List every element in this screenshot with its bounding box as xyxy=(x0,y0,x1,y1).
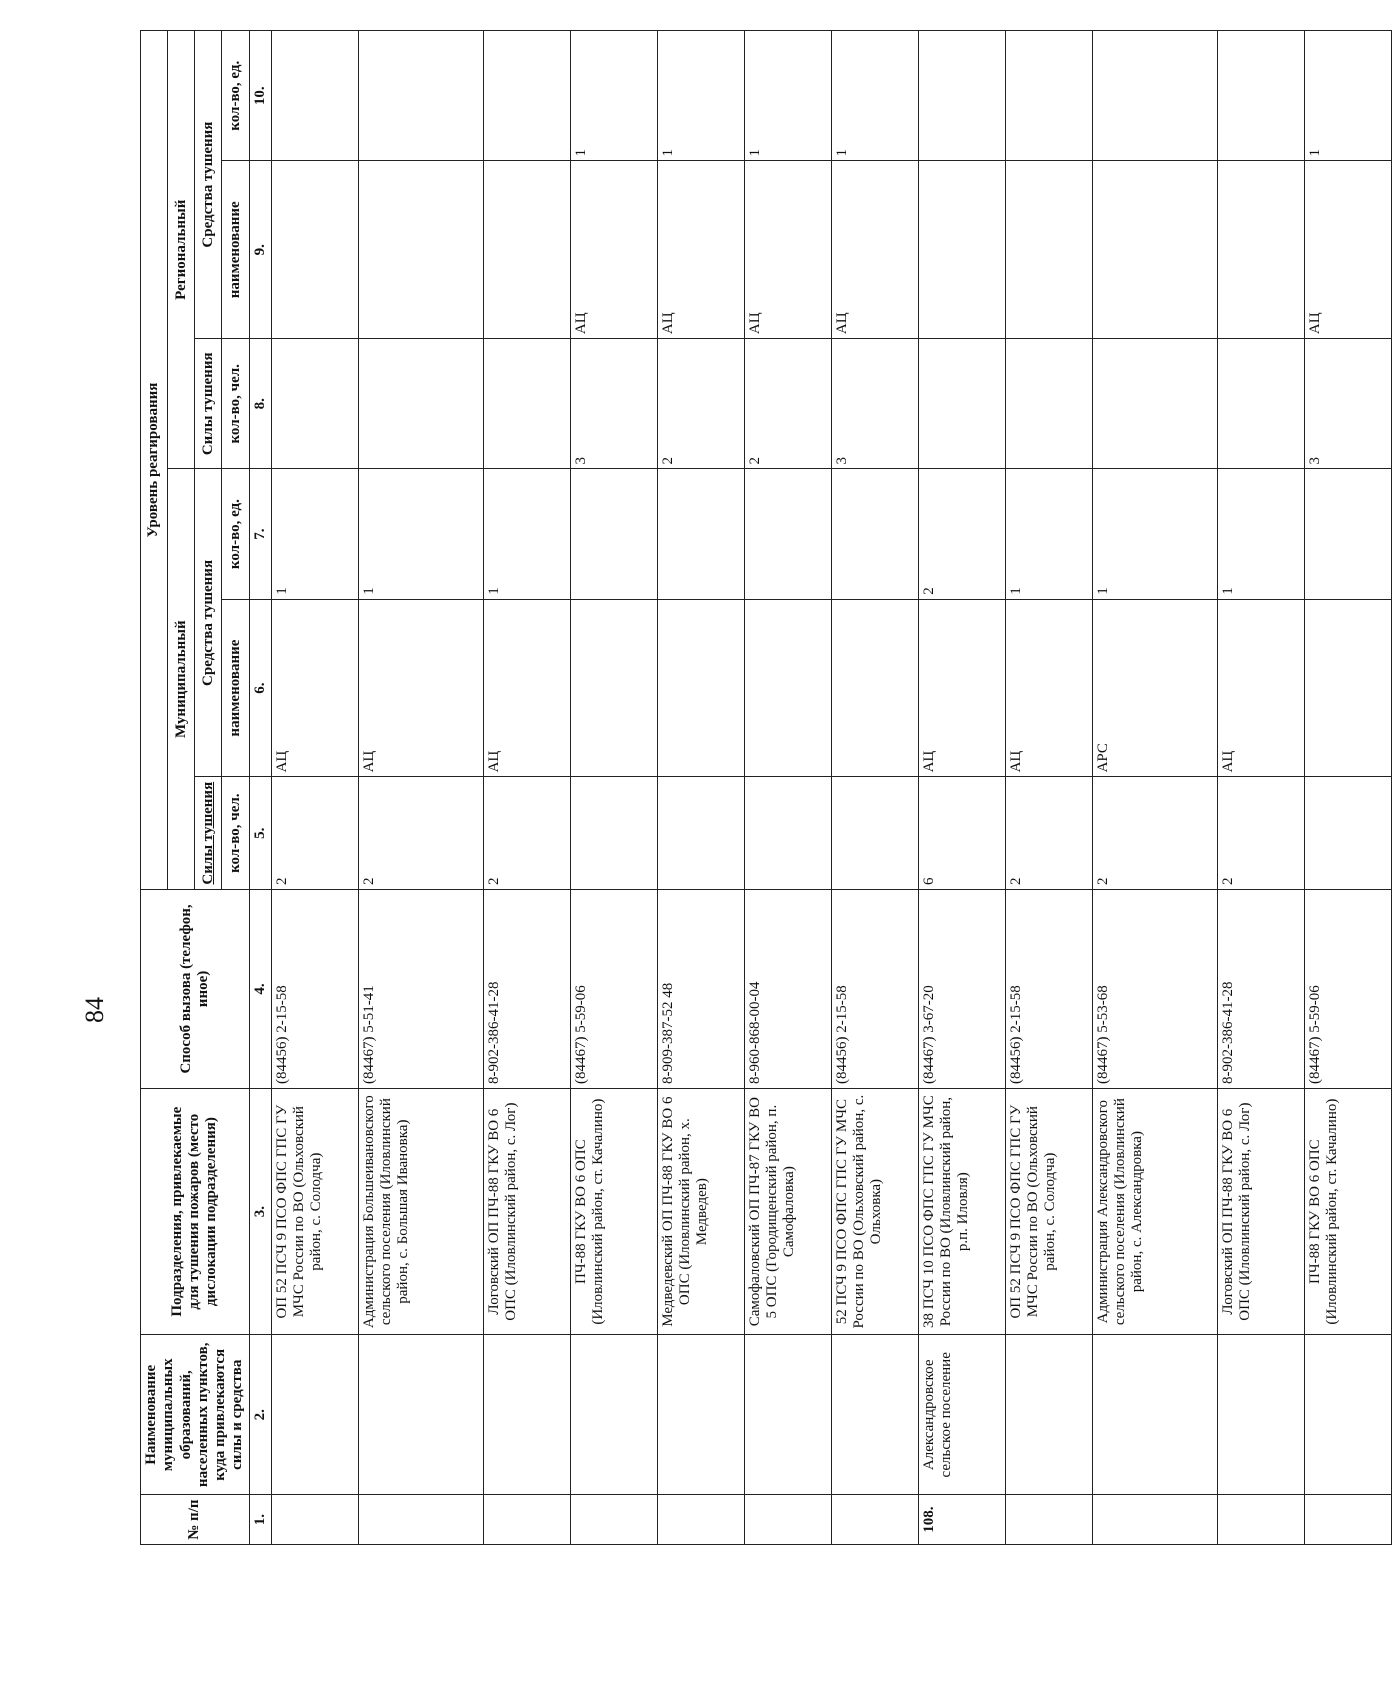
row-regional-means-qty: 1 xyxy=(570,31,657,161)
table-row xyxy=(918,31,1005,1545)
header-name-r: наименование xyxy=(222,161,249,339)
col-number: 6. xyxy=(249,599,271,777)
row-municipal-forces: 2 xyxy=(1217,777,1304,890)
row-number xyxy=(1217,1495,1304,1545)
row-unit: Администрация Большеивановского сельского поселения (Иловлинский район, с. Большая Ивановка) xyxy=(358,1088,483,1334)
row-unit: Самофаловский ОП ПЧ-87 ГКУ ВО 5 ОПС (Городищенский район, п. Самофаловка) xyxy=(744,1088,831,1334)
row-municipal-means-qty xyxy=(657,469,744,599)
row-call-method: 8-909-387-52 48 xyxy=(657,889,744,1088)
row-number xyxy=(358,1495,483,1545)
row-municipal-means-name xyxy=(657,599,744,777)
row-unit: Логовский ОП ПЧ-88 ГКУ ВО 6 ОПС (Иловлинский район, с. Лог) xyxy=(1217,1088,1304,1334)
row-regional-means-qty: 1 xyxy=(744,31,831,161)
row-unit: 38 ПСЧ 10 ПСО ФПС ГПС ГУ МЧС России по ВО (Иловлинский район, р.п. Иловля) xyxy=(918,1088,1005,1334)
row-municipal-means-name: АЦ xyxy=(483,599,570,777)
row-unit: Логовский ОП ПЧ-88 ГКУ ВО 6 ОПС (Иловлинский район, с. Лог) xyxy=(483,1088,570,1334)
table-row xyxy=(570,31,657,1545)
row-regional-means-qty xyxy=(1092,31,1217,161)
row-regional-means-name xyxy=(918,161,1005,339)
row-municipal-means-qty: 1 xyxy=(358,469,483,599)
row-call-method: (84456) 2-15-58 xyxy=(831,889,918,1088)
row-regional-means-name xyxy=(1217,161,1304,339)
row-regional-forces xyxy=(1217,339,1304,469)
row-municipal-forces xyxy=(570,777,657,890)
row-municipal-forces: 2 xyxy=(358,777,483,890)
row-number xyxy=(1092,1495,1217,1545)
row-call-method: (84456) 2-15-58 xyxy=(271,889,358,1088)
row-municipality xyxy=(358,1335,483,1495)
row-regional-forces: 3 xyxy=(570,339,657,469)
row-regional-means-name xyxy=(271,161,358,339)
row-municipality xyxy=(744,1335,831,1495)
header-num: № п/п xyxy=(141,1495,250,1545)
column-number-row xyxy=(249,31,271,1545)
page-number: 84 xyxy=(80,997,109,1023)
row-number xyxy=(570,1495,657,1545)
row-regional-means-qty xyxy=(358,31,483,161)
row-municipality xyxy=(1092,1335,1217,1495)
row-regional-forces: 2 xyxy=(657,339,744,469)
row-municipal-means-qty: 1 xyxy=(483,469,570,599)
row-unit: 52 ПСЧ 9 ПСО ФПС ГПС ГУ МЧС России по ВО (Ольховский район, с. Ольховка) xyxy=(831,1088,918,1334)
row-municipal-forces xyxy=(657,777,744,890)
row-municipal-means-name xyxy=(744,599,831,777)
row-municipal-means-qty xyxy=(1304,469,1391,599)
row-municipality xyxy=(1005,1335,1092,1495)
header-units: Подразделения, привлекаемые для тушения пожаров (место дислокации подразделения) xyxy=(141,1088,250,1334)
row-municipality xyxy=(1217,1335,1304,1495)
row-regional-forces xyxy=(1005,339,1092,469)
row-municipal-forces xyxy=(831,777,918,890)
row-municipal-means-qty: 1 xyxy=(1092,469,1217,599)
row-municipal-means-name: АЦ xyxy=(1005,599,1092,777)
row-regional-forces: 3 xyxy=(831,339,918,469)
col-number: 3. xyxy=(249,1088,271,1334)
table-row xyxy=(358,31,483,1545)
row-regional-means-name: АЦ xyxy=(570,161,657,339)
row-municipal-means-name: АЦ xyxy=(271,599,358,777)
row-regional-forces xyxy=(483,339,570,469)
row-municipal-means-name: АЦ xyxy=(358,599,483,777)
col-number: 7. xyxy=(249,469,271,599)
header-regional-forces: Силы тушения xyxy=(195,339,222,469)
header-qty-units-r: кол-во, ед. xyxy=(222,31,249,161)
row-call-method: (84467) 5-59-06 xyxy=(1304,889,1391,1088)
row-regional-means-qty: 1 xyxy=(657,31,744,161)
row-unit: ОП 52 ПСЧ 9 ПСО ФПС ГПС ГУ МЧС России по ВО (Ольховский район, с. Солодча) xyxy=(271,1088,358,1334)
header-call-method: Способ вызова (телефон, иное) xyxy=(141,889,250,1088)
table-row xyxy=(1005,31,1092,1545)
table-row xyxy=(1217,31,1304,1545)
row-unit: Медведевский ОП ПЧ-88 ГКУ ВО 6 ОПС (Иловлинский район, х. Медведев) xyxy=(657,1088,744,1334)
row-regional-means-qty xyxy=(1005,31,1092,161)
row-number xyxy=(657,1495,744,1545)
row-regional-means-name xyxy=(1005,161,1092,339)
table-row xyxy=(271,31,358,1545)
row-municipal-means-qty xyxy=(570,469,657,599)
col-number: 4. xyxy=(249,889,271,1088)
row-municipality xyxy=(570,1335,657,1495)
row-regional-forces xyxy=(271,339,358,469)
row-regional-means-name: АЦ xyxy=(657,161,744,339)
row-regional-means-name: АЦ xyxy=(744,161,831,339)
row-municipal-means-qty xyxy=(744,469,831,599)
header-response-level: Уровень реагирования xyxy=(141,31,168,890)
header-name-m: наименование xyxy=(222,599,249,777)
col-number: 1. xyxy=(249,1495,271,1545)
row-call-method: 8-960-868-00-04 xyxy=(744,889,831,1088)
row-call-method: (84467) 5-51-41 xyxy=(358,889,483,1088)
header-qty-people-m: кол-во, чел. xyxy=(222,777,249,890)
row-number xyxy=(1005,1495,1092,1545)
header-regional-means: Средства тушения xyxy=(195,31,222,339)
row-unit: ПЧ-88 ГКУ ВО 6 ОПС (Иловлинский район, ст. Качалино) xyxy=(570,1088,657,1334)
rotated-table-wrapper xyxy=(140,30,1340,1545)
col-number: 5. xyxy=(249,777,271,890)
row-municipal-forces xyxy=(1304,777,1391,890)
table-row xyxy=(1092,31,1217,1545)
header-qty-units-m: кол-во, ед. xyxy=(222,469,249,599)
row-call-method: 8-902-386-41-28 xyxy=(483,889,570,1088)
row-unit: Администрация Александровского сельского поселения (Иловлинский район, с. Александровка) xyxy=(1092,1088,1217,1334)
table-row xyxy=(1304,31,1391,1545)
row-unit: ПЧ-88 ГКУ ВО 6 ОПС (Иловлинский район, ст. Качалино) xyxy=(1304,1088,1391,1334)
row-municipal-means-name: АРС xyxy=(1092,599,1217,777)
row-municipal-means-qty: 1 xyxy=(1217,469,1304,599)
response-table xyxy=(140,30,1392,1545)
row-regional-means-qty xyxy=(918,31,1005,161)
header-qty-people-r: кол-во, чел. xyxy=(222,339,249,469)
row-call-method: (84467) 5-53-68 xyxy=(1092,889,1217,1088)
row-call-method: (84456) 2-15-58 xyxy=(1005,889,1092,1088)
table-row xyxy=(483,31,570,1545)
header-regional: Региональный xyxy=(168,31,195,469)
row-regional-means-name: АЦ xyxy=(1304,161,1391,339)
row-number xyxy=(483,1495,570,1545)
row-municipal-forces: 6 xyxy=(918,777,1005,890)
row-regional-means-name xyxy=(483,161,570,339)
col-number: 9. xyxy=(249,161,271,339)
row-municipal-means-qty xyxy=(831,469,918,599)
row-municipality xyxy=(657,1335,744,1495)
row-municipal-forces: 2 xyxy=(1092,777,1217,890)
col-number: 8. xyxy=(249,339,271,469)
row-municipal-forces: 2 xyxy=(483,777,570,890)
row-municipal-means-qty: 1 xyxy=(271,469,358,599)
row-municipal-means-qty: 2 xyxy=(918,469,1005,599)
row-municipal-forces: 2 xyxy=(271,777,358,890)
row-number xyxy=(744,1495,831,1545)
row-municipal-means-name xyxy=(570,599,657,777)
row-municipality xyxy=(483,1335,570,1495)
row-regional-means-name: АЦ xyxy=(831,161,918,339)
row-regional-forces xyxy=(358,339,483,469)
header-municipal: Муниципальный xyxy=(168,469,195,890)
row-municipal-means-name xyxy=(831,599,918,777)
header-municipal-forces: Силы тушения xyxy=(195,777,222,890)
table-row xyxy=(657,31,744,1545)
row-regional-forces: 2 xyxy=(744,339,831,469)
row-call-method: (84467) 5-59-06 xyxy=(570,889,657,1088)
row-regional-means-qty xyxy=(271,31,358,161)
header-municipal-means: Средства тушения xyxy=(195,469,222,777)
header-municipality: Наименование муниципальных образований, населенных пунктов, куда привлекаются силы и средства xyxy=(141,1335,250,1495)
row-number xyxy=(271,1495,358,1545)
row-number xyxy=(1304,1495,1391,1545)
row-number xyxy=(831,1495,918,1545)
table-row xyxy=(744,31,831,1545)
col-number: 2. xyxy=(249,1335,271,1495)
row-municipality xyxy=(831,1335,918,1495)
row-municipal-forces xyxy=(744,777,831,890)
row-municipal-means-name xyxy=(1304,599,1391,777)
row-municipal-means-qty: 1 xyxy=(1005,469,1092,599)
row-municipal-means-name: АЦ xyxy=(1217,599,1304,777)
row-municipal-means-name: АЦ xyxy=(918,599,1005,777)
row-call-method: (84467) 3-67-20 xyxy=(918,889,1005,1088)
row-unit: ОП 52 ПСЧ 9 ПСО ФПС ГПС ГУ МЧС России по ВО (Ольховский район, с. Солодча) xyxy=(1005,1088,1092,1334)
row-regional-means-name xyxy=(1092,161,1217,339)
col-number: 10. xyxy=(249,31,271,161)
row-municipality xyxy=(1304,1335,1391,1495)
row-regional-forces: 3 xyxy=(1304,339,1391,469)
row-regional-means-name xyxy=(358,161,483,339)
row-municipal-forces: 2 xyxy=(1005,777,1092,890)
row-municipality: Александровское сельское поселение xyxy=(918,1335,1005,1495)
row-regional-means-qty: 1 xyxy=(1304,31,1391,161)
row-municipality xyxy=(271,1335,358,1495)
row-regional-forces xyxy=(918,339,1005,469)
row-call-method: 8-902-386-41-28 xyxy=(1217,889,1304,1088)
row-number: 108. xyxy=(918,1495,1005,1545)
row-regional-means-qty: 1 xyxy=(831,31,918,161)
row-regional-means-qty xyxy=(483,31,570,161)
table-row xyxy=(831,31,918,1545)
row-regional-forces xyxy=(1092,339,1217,469)
row-regional-means-qty xyxy=(1217,31,1304,161)
